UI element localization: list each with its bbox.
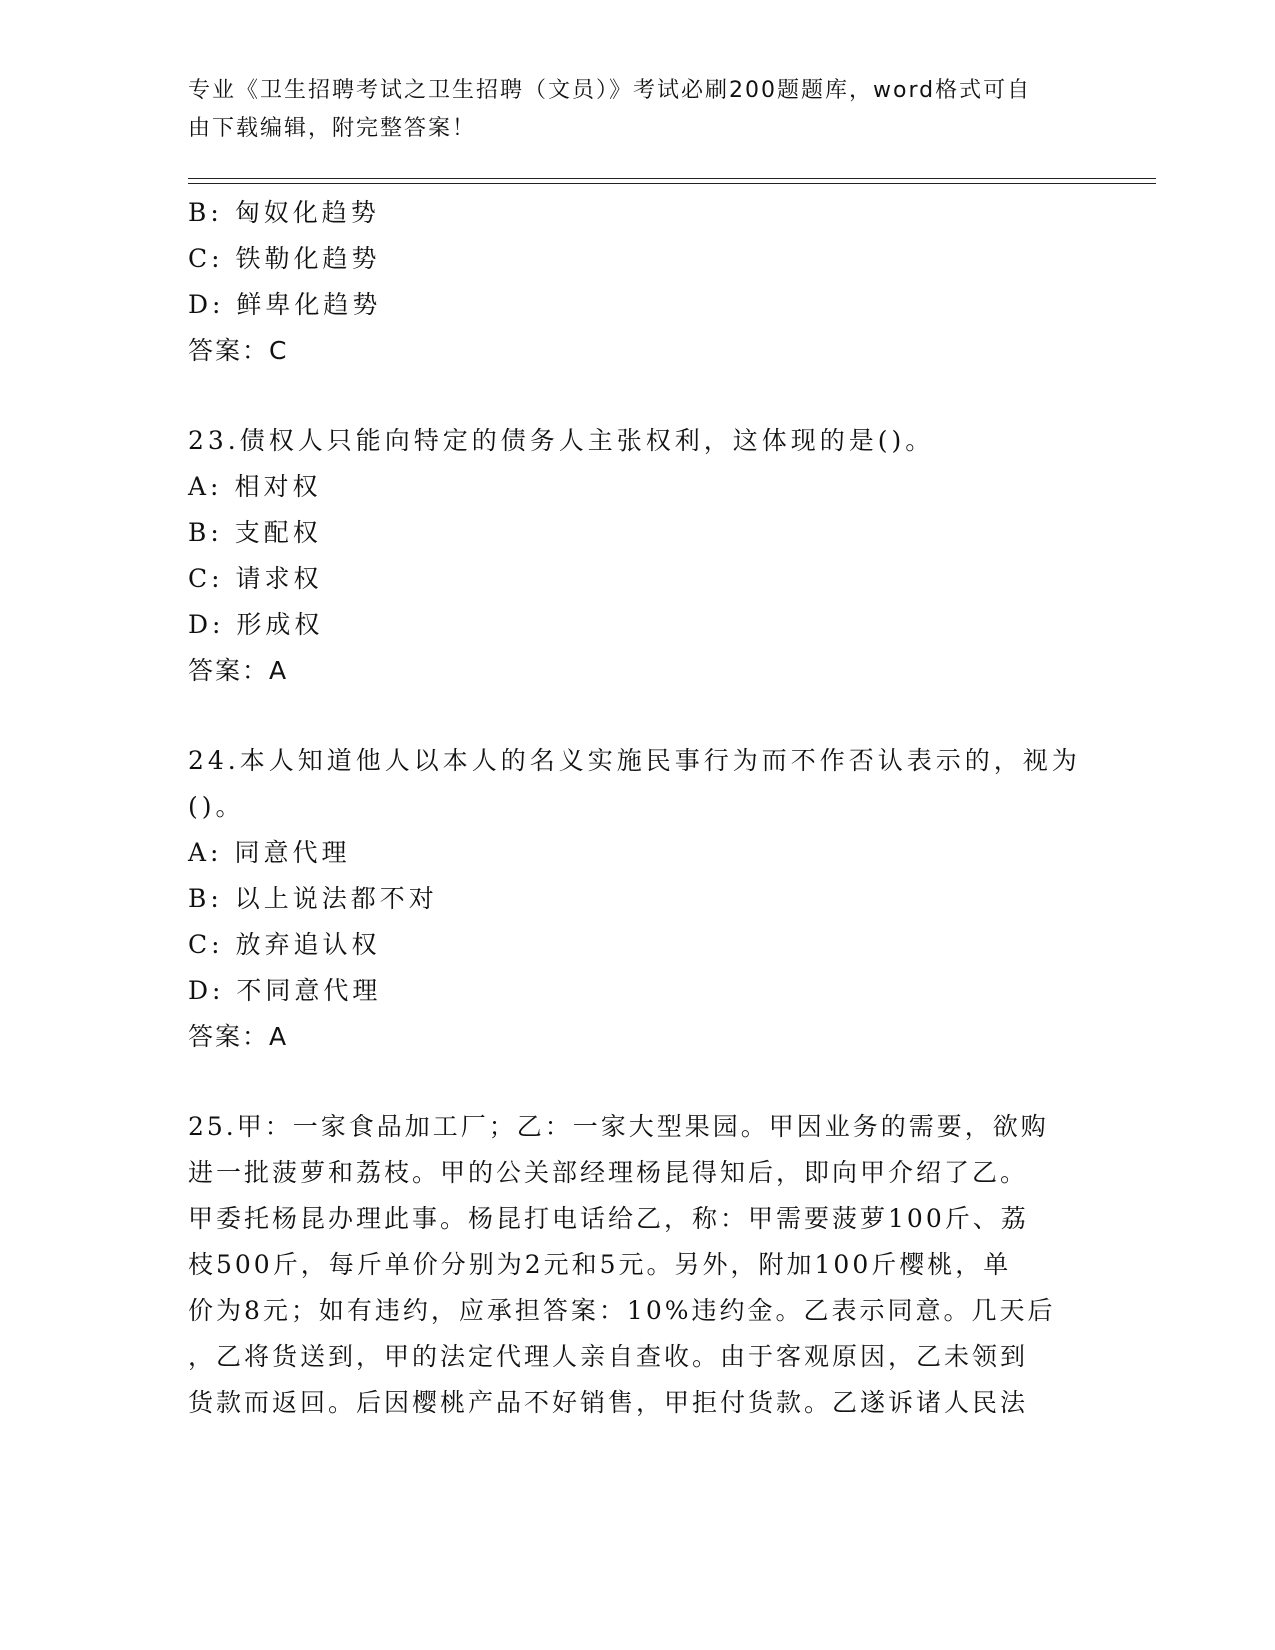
option-c: C: 铁勒化趋势 [188,244,381,273]
question-stem-line: 25.甲：一家食品加工厂；乙：一家大型果园。甲因业务的需要，欲购 [188,1112,1049,1141]
option-d: D: 鲜卑化趋势 [188,290,382,319]
question-23 [188,418,1088,694]
prev-question-block [188,190,1088,374]
question-stem-line: ，乙将货送到，甲的法定代理人亲自查收。由于客观原因，乙未领到 [188,1342,1029,1371]
option-d: D: 不同意代理 [188,976,382,1005]
header-line-1: 专业《卫生招聘考试之卫生招聘（文员）》考试必刷200题题库，word格式可自 [188,78,1032,103]
document-header [188,72,1068,148]
option-c: C: 请求权 [188,564,323,593]
answer-line: 答案：C [188,336,289,365]
option-a: A: 相对权 [188,472,322,501]
option-b: B: 支配权 [188,518,322,547]
question-stem-line: 枝500斤，每斤单价分别为2元和5元。另外，附加100斤樱桃，单 [188,1250,1012,1279]
option-b: B: 以上说法都不对 [188,884,438,913]
option-b: B: 匈奴化趋势 [188,198,380,227]
question-stem: 23.债权人只能向特定的债务人主张权利，这体现的是()。 [188,426,935,455]
option-c: C: 放弃追认权 [188,930,381,959]
question-25 [188,1104,1068,1426]
question-stem-line: 货款而返回。后因樱桃产品不好销售，甲拒付货款。乙遂诉诸人民法 [188,1388,1029,1417]
answer-line: 答案：A [188,1022,289,1051]
document-body [188,190,1088,1426]
question-stem-line-1: 24.本人知道他人以本人的名义实施民事行为而不作否认表示的，视为 [188,746,1081,775]
question-stem-line: 进一批菠萝和荔枝。甲的公关部经理杨昆得知后，即向甲介绍了乙。 [188,1158,1029,1187]
header-divider-bottom [188,183,1156,184]
answer-line: 答案：A [188,656,289,685]
question-24 [188,738,1088,1060]
question-stem-line: 价为8元；如有违约，应承担答案：10%违约金。乙表示同意。几天后 [188,1296,1056,1325]
header-line-2: 由下载编辑，附完整答案！ [188,116,477,141]
option-d: D: 形成权 [188,610,324,639]
question-stem-line-2: ()。 [188,792,245,821]
header-divider-top [188,178,1156,179]
question-stem-line: 甲委托杨昆办理此事。杨昆打电话给乙，称：甲需要菠萝100斤、荔 [188,1204,1029,1233]
option-a: A: 同意代理 [188,838,351,867]
